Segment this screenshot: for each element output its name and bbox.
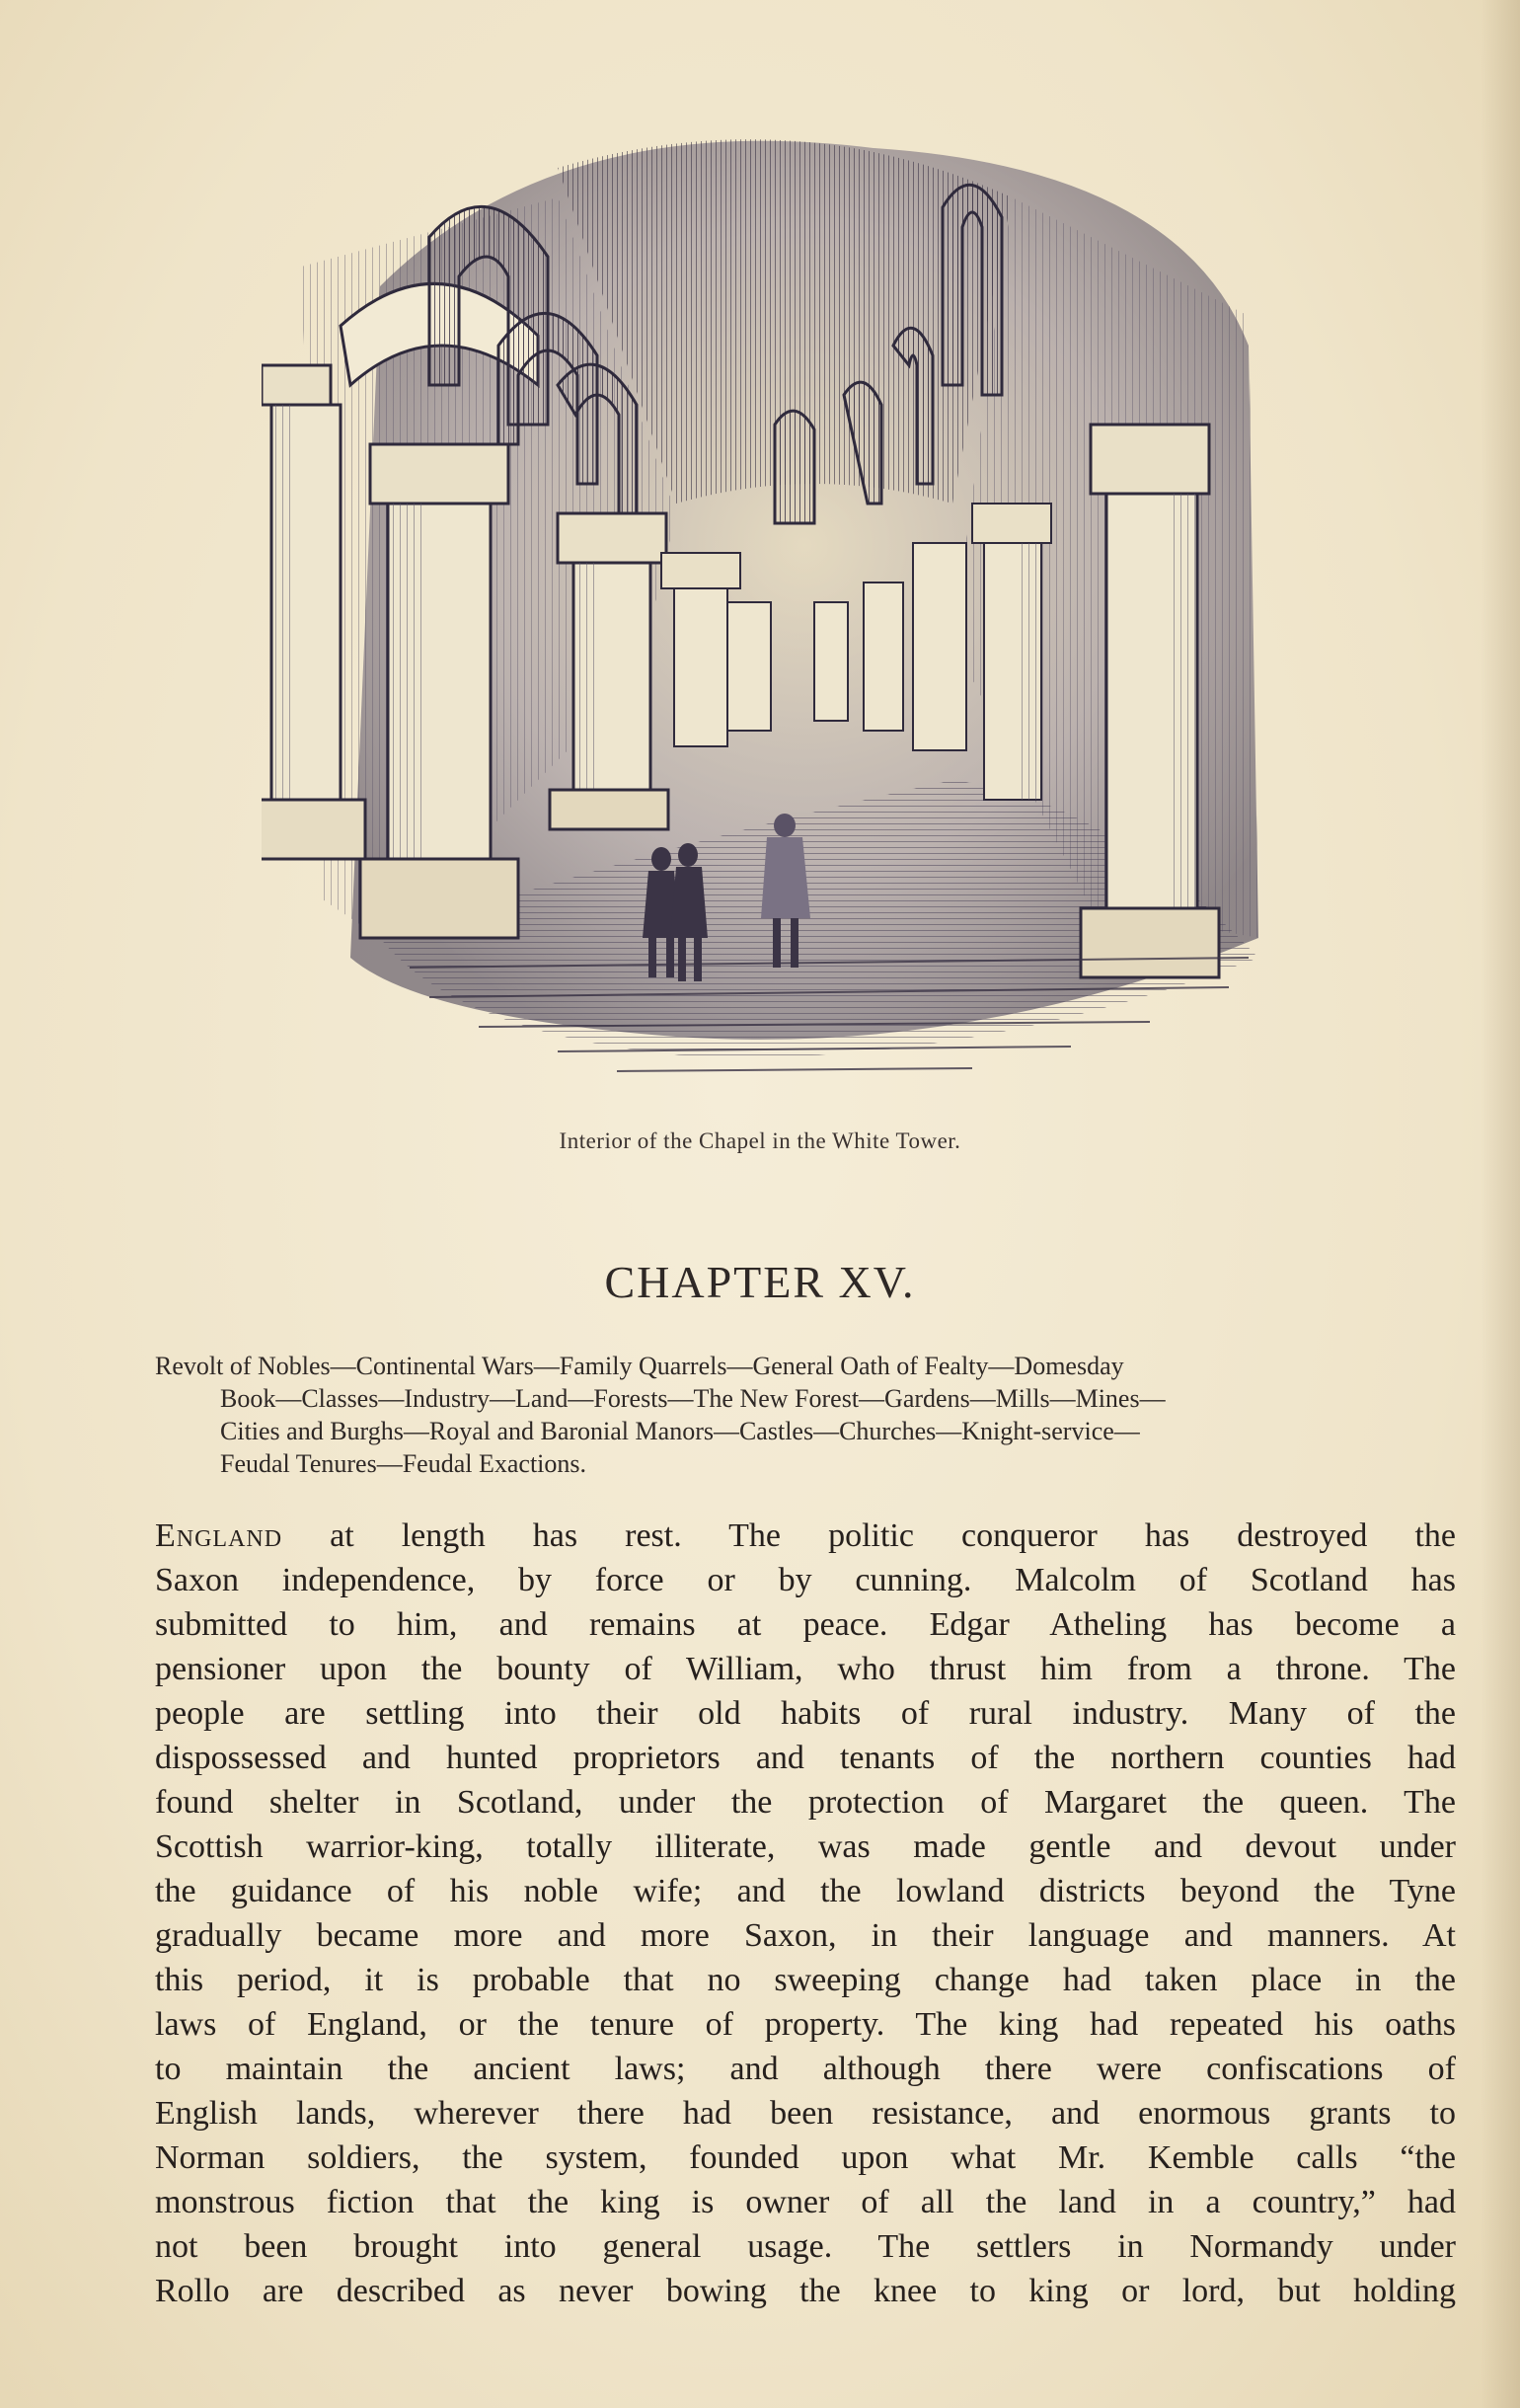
lead-word: England [155,1517,283,1554]
body-line: gradually became more and more Saxon, in their language and manners. At [155,1917,1456,1954]
chapel-engraving [262,89,1337,1126]
body-line: England at length has rest. The politic conqueror has destroyed the [155,1517,1456,1554]
body-line: found shelter in Scotland, under the protection of Margaret the queen. The [155,1784,1456,1821]
figure-caption: Interior of the Chapel in the White Tower. [559,1128,961,1153]
body-line: Norman soldiers, the system, founded upon what Mr. Kemble calls “the [155,2139,1456,2176]
body-line: laws of England, or the tenure of property. The king had repeated his oaths [155,2006,1456,2043]
body-line: monstrous fiction that the king is owner of all the land in a country,” had [155,2184,1456,2220]
body-line: this period, it is probable that no sweeping change had taken place in the [155,1962,1456,1998]
chapter-summary [155,1350,1448,1480]
body-line: dispossessed and hunted proprietors and tenants of the northern counties had [155,1740,1456,1776]
body-line: Scottish warrior-king, totally illiterate, was made gentle and devout under [155,1828,1456,1865]
summary-line: Feudal Tenures—Feudal Exactions. [220,1449,587,1478]
summary-line: Revolt of Nobles—Continental Wars—Family Quarrels—General Oath of Fealty—Domesday [155,1352,1124,1380]
summary-line: Book—Classes—Industry—Land—Forests—The New Forest—Gardens—Mills—Mines— [220,1384,1166,1413]
summary-line: Cities and Burghs—Royal and Baronial Manors—Castles—Churches—Knight-service— [220,1417,1140,1445]
body-paragraph [155,1514,1456,2313]
body-line: pensioner upon the bounty of William, who thrust him from a throne. The [155,1651,1456,1687]
page-edge-shadow [1481,0,1520,2408]
body-line: Saxon independence, by force or by cunning. Malcolm of Scotland has [155,1562,1456,1598]
body-line: to maintain the ancient laws; and although there were confiscations of [155,2051,1456,2087]
body-line: the guidance of his noble wife; and the lowland districts beyond the Tyne [155,1873,1456,1909]
body-line: people are settling into their old habits of rural industry. Many of the [155,1695,1456,1732]
body-line: not been brought into general usage. The settlers in Normandy under [155,2228,1456,2265]
chapter-title: CHAPTER XV. [604,1257,916,1307]
body-line: English lands, wherever there had been resistance, and enormous grants to [155,2095,1456,2132]
body-line: Rollo are described as never bowing the knee to king or lord, but holding [155,2273,1456,2309]
body-line: submitted to him, and remains at peace. Edgar Atheling has become a [155,1606,1456,1643]
